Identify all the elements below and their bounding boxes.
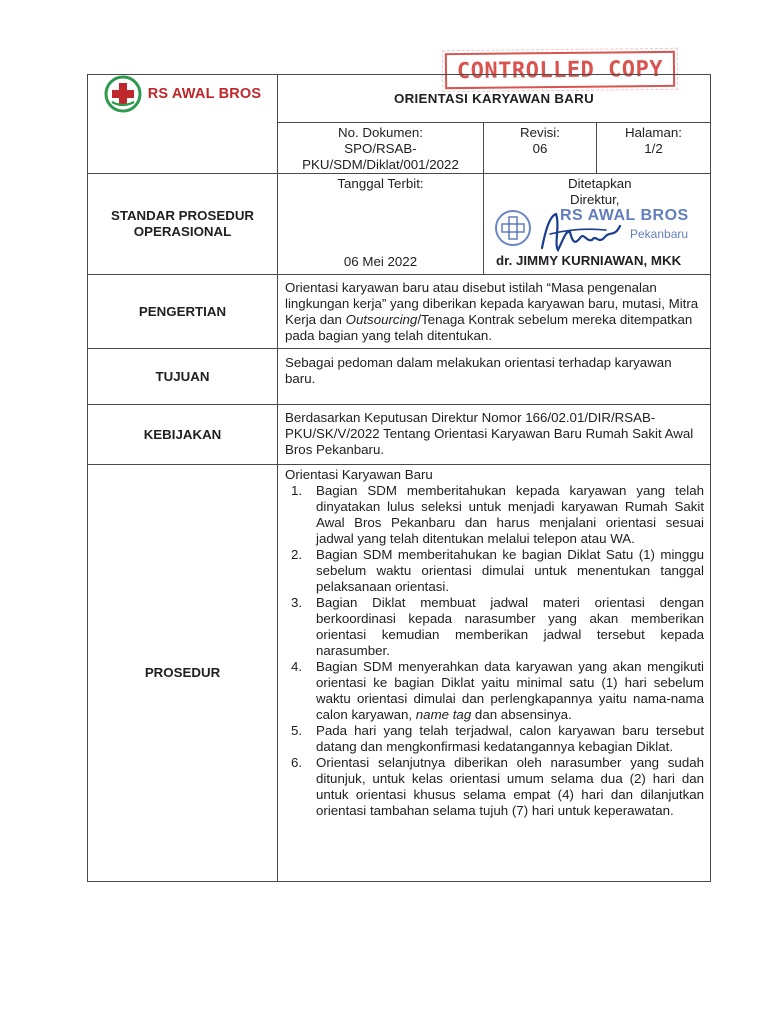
issue-date-label: Tanggal Terbit: — [337, 176, 424, 191]
pengertian-label: PENGERTIAN — [138, 303, 227, 319]
page-value: 1/2 — [644, 141, 663, 156]
kebijakan-label: KEBIJAKAN — [143, 426, 222, 442]
sop-table — [87, 74, 711, 882]
tujuan-content-cell — [278, 349, 711, 405]
prosedur-intro: Orientasi Karyawan Baru — [285, 467, 433, 482]
sop-title-line2: OPERASIONAL — [133, 224, 232, 239]
tujuan-label-cell — [88, 349, 278, 405]
document-number-label: No. Dokumen: — [338, 125, 423, 140]
issue-date-value: 06 Mei 2022 — [343, 254, 418, 269]
kebijakan-text: Berdasarkan Keputusan Direktur Nomor 166/02.01/DIR/RSAB-PKU/SK/V/2022 Tentang Orientasi Karyawan Baru Rumah Sakit Awal Bros Pekanbaru. — [285, 410, 694, 457]
pengertian-text-3: /Tenaga Kontrak sebelum mereka ditempatkan pada bagian yang telah ditentukan. — [285, 312, 693, 343]
procedure-step: 2. Bagian SDM memberitahukan ke bagian Diklat Satu (1) minggu sebelum waktu orientasi dimulai untuk menentukan tanggal pelaksanaan orientasi. — [291, 547, 705, 594]
director-title: Direktur, — [570, 192, 620, 207]
pengertian-content-cell — [278, 275, 711, 349]
document-number-cell — [278, 123, 484, 174]
kebijakan-content-cell — [278, 405, 711, 465]
document-number-line2: PKU/SDM/Diklat/001/2022 — [302, 157, 459, 172]
hospital-name: RS AWAL BROS — [147, 86, 262, 102]
stamp-text: CONTROLLED COPY — [456, 56, 664, 84]
prosedur-label: PROSEDUR — [144, 665, 221, 680]
revision-value: 06 — [532, 141, 548, 156]
revision-cell — [484, 123, 597, 174]
hospital-logo-cell — [88, 75, 278, 174]
hospital-stamp-logo-icon — [492, 208, 534, 248]
director-name: dr. JIMMY KURNIAWAN, MKK — [496, 253, 682, 268]
page-cell — [597, 123, 711, 174]
document-number-line1: SPO/RSAB- — [344, 141, 417, 156]
approval-cell — [484, 174, 711, 275]
page-label: Halaman: — [625, 125, 682, 140]
procedure-step: 1. Bagian SDM memberitahukan kepada karyawan yang telah dinyatakan lulus seleksi untuk menjadi karyawan Rumah Sakit Awal Bros Pekanbaru dan harus menjalani orientasi sesuai jadwal yang telah ditentukan melalui telepon atau WA. — [291, 483, 705, 546]
pengertian-text-1: Orientasi karyawan baru atau disebut istilah “Masa pengenalan lingkungan kerja” yang diberikan kepada karyawan baru, mutasi, Mitra Kerja dan — [285, 280, 699, 327]
sop-title-cell — [88, 174, 278, 275]
procedure-steps — [285, 483, 704, 819]
prosedur-content-cell — [278, 465, 711, 882]
pengertian-label-cell — [88, 275, 278, 349]
tujuan-label: TUJUAN — [155, 368, 210, 384]
prosedur-label-cell — [88, 465, 278, 882]
sop-title-line1: STANDAR PROSEDUR — [110, 208, 255, 223]
procedure-step: 3. Bagian Diklat membuat jadwal materi orientasi dengan berkoordinasi kepada narasumber yang akan memberikan orientasi kemudian memberikan jadwal tersebut kepada narasumber. — [291, 595, 705, 658]
procedure-step: 6. Orientasi selanjutnya diberikan oleh narasumber yang sudah ditunjuk, untuk kelas orientasi umum selama dua (2) hari dan untuk orientasi khusus selama empat (4) hari dan dilanjutkan orientasi tambahan selama tujuh (7) hari untuk keperawatan. — [291, 755, 705, 818]
kebijakan-label-cell — [88, 405, 278, 465]
revision-label: Revisi: — [520, 125, 560, 140]
document-title: ORIENTASI KARYAWAN BARU — [278, 75, 711, 123]
hospital-stamp-city: Pekanbaru — [630, 227, 689, 241]
hospital-stamp-name: RS AWAL BROS — [560, 207, 689, 224]
approval-label: Ditetapkan — [568, 176, 632, 191]
procedure-step: 4. Bagian SDM menyerahkan data karyawan yang akan mengikuti orientasi ke bagian Diklat yaitu minimal satu (1) hari sebelum waktu orientasi dimulai dan perlengkapannya yaitu nama-nama calon karyawan, name tag dan absensinya. — [291, 659, 705, 722]
procedure-step: 5. Pada hari yang telah terjadwal, calon karyawan baru tersebut datang dan mengkonfirmasi kedatangannya kebagian Diklat. — [291, 723, 705, 754]
tujuan-text: Sebagai pedoman dalam melakukan orientasi terhadap karyawan baru. — [285, 355, 672, 386]
pengertian-text-2: Outsourcing — [345, 312, 418, 327]
issue-date-cell — [278, 174, 484, 275]
hospital-cross-logo-icon — [104, 75, 142, 113]
director-signature-icon — [536, 208, 626, 258]
